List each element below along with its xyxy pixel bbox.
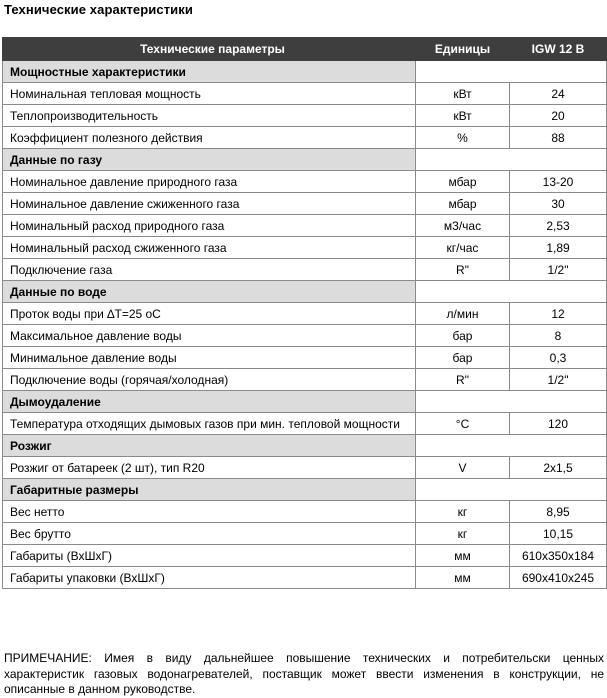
unit-cell: кг [416, 523, 510, 545]
unit-cell: бар [416, 347, 510, 369]
section-row [3, 435, 607, 457]
unit-cell: мм [416, 545, 510, 567]
table-row [3, 237, 607, 259]
section-blank-cell [416, 281, 607, 303]
unit-cell: бар [416, 325, 510, 347]
param-cell: Температура отходящих дымовых газов при мин. тепловой мощности [3, 413, 416, 435]
value-cell: 88 [510, 127, 607, 149]
section-row [3, 149, 607, 171]
section-row [3, 479, 607, 501]
section-title: Дымоудаление [3, 391, 416, 413]
value-cell: 8,95 [510, 501, 607, 523]
table-row [3, 127, 607, 149]
value-cell: 2x1,5 [510, 457, 607, 479]
param-cell: Номинальный расход природного газа [3, 215, 416, 237]
table-row [3, 259, 607, 281]
table-row [3, 545, 607, 567]
unit-cell: л/мин [416, 303, 510, 325]
unit-cell: кВт [416, 105, 510, 127]
param-cell: Теплопроизводительность [3, 105, 416, 127]
value-cell: 8 [510, 325, 607, 347]
param-cell: Минимальное давление воды [3, 347, 416, 369]
value-cell: 24 [510, 83, 607, 105]
table-row [3, 457, 607, 479]
table-row [3, 83, 607, 105]
header-param: Технические параметры [3, 38, 416, 61]
section-row [3, 391, 607, 413]
table-row [3, 567, 607, 589]
value-cell: 13-20 [510, 171, 607, 193]
param-cell: Номинальное давление природного газа [3, 171, 416, 193]
value-cell: 2,53 [510, 215, 607, 237]
value-cell: 10,15 [510, 523, 607, 545]
section-title: Мощностные характеристики [3, 61, 416, 83]
section-row [3, 61, 607, 83]
value-cell: 20 [510, 105, 607, 127]
table-row [3, 171, 607, 193]
header-unit: Единицы [416, 38, 510, 61]
section-blank-cell [416, 435, 607, 457]
unit-cell: м3/час [416, 215, 510, 237]
value-cell: 610х350х184 [510, 545, 607, 567]
value-cell: 1/2" [510, 259, 607, 281]
section-title: Данные по газу [3, 149, 416, 171]
value-cell: 1/2" [510, 369, 607, 391]
section-blank-cell [416, 149, 607, 171]
unit-cell: мбар [416, 171, 510, 193]
table-row [3, 501, 607, 523]
table-row [3, 369, 607, 391]
param-cell: Коэффициент полезного действия [3, 127, 416, 149]
section-blank-cell [416, 61, 607, 83]
param-cell: Розжиг от батареек (2 шт), тип R20 [3, 457, 416, 479]
unit-cell: V [416, 457, 510, 479]
table-row [3, 105, 607, 127]
note-text: ПРИМЕЧАНИЕ: Имея в виду дальнейшее повышение технических и потребительски ценных характеристик газовых водонагревателей, поставщик может ввести изменения в конструкции, не описанные в данном руководстве. [4, 651, 604, 696]
table-row [3, 523, 607, 545]
param-cell: Габариты (ВхШхГ) [3, 545, 416, 567]
unit-cell: мбар [416, 193, 510, 215]
table-row [3, 193, 607, 215]
section-title: Габаритные размеры [3, 479, 416, 501]
unit-cell: % [416, 127, 510, 149]
section-row [3, 281, 607, 303]
table-row [3, 347, 607, 369]
section-title: Данные по воде [3, 281, 416, 303]
param-cell: Проток воды при ∆T=25 оС [3, 303, 416, 325]
unit-cell: R" [416, 259, 510, 281]
table-row [3, 303, 607, 325]
param-cell: Подключение газа [3, 259, 416, 281]
value-cell: 0,3 [510, 347, 607, 369]
param-cell: Номинальная тепловая мощность [3, 83, 416, 105]
param-cell: Номинальное давление сжиженного газа [3, 193, 416, 215]
page-title: Технические характеристики [4, 2, 193, 17]
param-cell: Вес брутто [3, 523, 416, 545]
unit-cell: °C [416, 413, 510, 435]
section-blank-cell [416, 391, 607, 413]
value-cell: 120 [510, 413, 607, 435]
section-title: Розжиг [3, 435, 416, 457]
value-cell: 1,89 [510, 237, 607, 259]
spec-table-body [3, 61, 607, 589]
param-cell: Подключение воды (горячая/холодная) [3, 369, 416, 391]
table-row [3, 325, 607, 347]
unit-cell: R" [416, 369, 510, 391]
param-cell: Габариты упаковки (ВхШхГ) [3, 567, 416, 589]
table-row [3, 215, 607, 237]
unit-cell: мм [416, 567, 510, 589]
value-cell: 12 [510, 303, 607, 325]
param-cell: Номинальный расход сжиженного газа [3, 237, 416, 259]
unit-cell: кВт [416, 83, 510, 105]
table-header-row [3, 38, 607, 61]
spec-table [2, 37, 607, 589]
unit-cell: кг [416, 501, 510, 523]
param-cell: Вес нетто [3, 501, 416, 523]
table-row [3, 413, 607, 435]
value-cell: 30 [510, 193, 607, 215]
unit-cell: кг/час [416, 237, 510, 259]
value-cell: 690х410х245 [510, 567, 607, 589]
section-blank-cell [416, 479, 607, 501]
header-model: IGW 12 B [510, 38, 607, 61]
param-cell: Максимальное давление воды [3, 325, 416, 347]
